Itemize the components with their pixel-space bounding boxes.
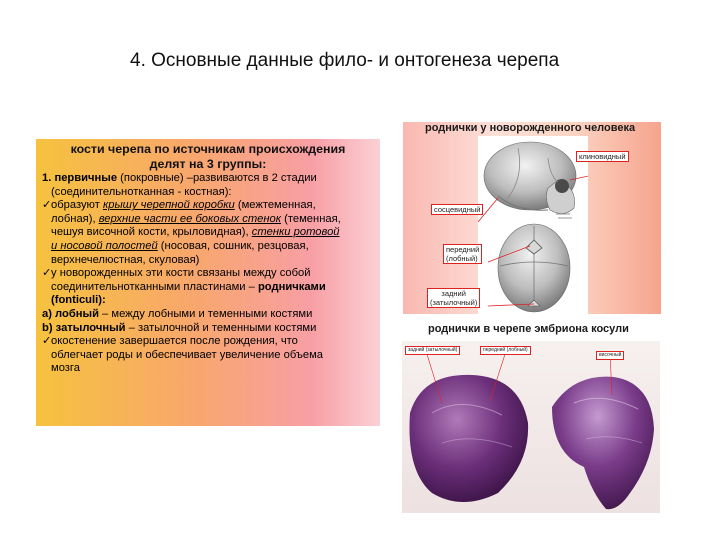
skull-illustration [478,136,588,314]
label-embryo-posterior: задний (затылочный) [405,346,460,355]
embryo-caption: роднички в черепе эмбриона косули [428,323,629,335]
lateral-skull-icon [484,142,576,218]
bullet-3-line2: облегчает роды и обеспечивает увеличение объема [51,348,323,361]
underlined-term: крышу черепной коробки [102,199,235,212]
label-posterior-line2: (затылочный) [430,298,478,307]
embryo-photo [402,343,660,513]
primary-bones-desc-line2: (соединительнотканная - костная): [51,185,232,198]
frontal-item [42,308,374,322]
frontal-term: а) лобный [42,307,99,320]
label-anterior-line2: (лобный) [446,254,478,263]
frontal-desc: – между лобными и теменными костями [98,307,313,320]
occipital-item [42,322,374,336]
embryo-skull-left-icon [409,375,528,502]
panel-heading-line2: делят на 3 группы: [149,156,267,171]
bullet-3-line1 [42,335,374,349]
slide-title: 4. Основные данные фило- и онтогенеза черепа [130,50,560,71]
bullet-2-line2 [42,281,374,295]
label-embryo-anterior: передний (лобный) [480,346,531,355]
label-sphenoid: клиновидный [576,151,629,162]
panel-heading [42,142,374,171]
underlined-term: стенки ротовой [251,226,340,239]
text-panel [36,139,380,426]
item-number: 1. [42,172,55,184]
label-anterior-line1: передний [446,245,480,254]
primary-bones-item [42,172,374,186]
bullet-text: (теменная, [281,212,341,225]
top-skull-icon [498,224,570,312]
check-icon: ✓ [42,199,52,212]
check-icon: ✓ [42,267,52,280]
underlined-term: верхние части ее боковых стенок [98,212,282,225]
panel-heading-line1: кости черепа по источникам происхождения [70,142,346,156]
bullet-text: чешуя височной кости, крыловидная), [51,226,252,239]
label-posterior [427,288,480,308]
embryo-panel [402,321,660,513]
embryo-skull-right-icon [552,377,654,510]
newborn-skull-caption: роднички у новорожденного человека [425,122,636,134]
check-icon: ✓ [42,335,52,348]
bullet-1-line2 [42,213,374,227]
embryo-caption-box [402,321,660,341]
label-posterior-line1: задний [441,289,466,298]
occipital-desc: – затылочной и теменными костями [125,321,317,334]
bullet-text: окостенение завершается после рождения, что [51,335,298,348]
newborn-skull-panel [403,122,661,314]
primary-bones-desc: (покровные) –развиваются в 2 стадии [117,172,317,184]
underlined-term: и носовой полостей [51,239,158,252]
bullet-1-line5: верхнечелюстная, скуловая) [51,253,200,266]
bullet-text: у новорожденных эти кости связаны между собой [51,267,311,280]
bullet-2-line1 [42,267,374,281]
fontanelles-term: родничками [257,280,326,293]
bullet-text: (межтеменная, [234,199,316,212]
bullet-text: (носовая, сошник, резцовая, [157,239,309,252]
bullet-text: соединительнотканными пластинами – [51,280,258,293]
bullet-1-line1 [42,199,374,213]
skull-image-area [478,136,588,314]
label-mastoid: сосцевидный [431,204,483,215]
bullet-1-line3 [42,226,374,240]
bullet-text: образуют [51,199,103,212]
bullet-3-line3: мозга [51,362,80,375]
bullet-2-line3: (fonticuli): [51,294,106,307]
label-embryo-temporal: височный [596,351,624,360]
bullet-1-line4 [42,240,374,254]
occipital-term: b) затылочный [42,321,126,334]
bullet-text: лобная), [51,212,99,225]
primary-bones-term: первичные [54,172,118,184]
label-anterior [443,244,482,264]
